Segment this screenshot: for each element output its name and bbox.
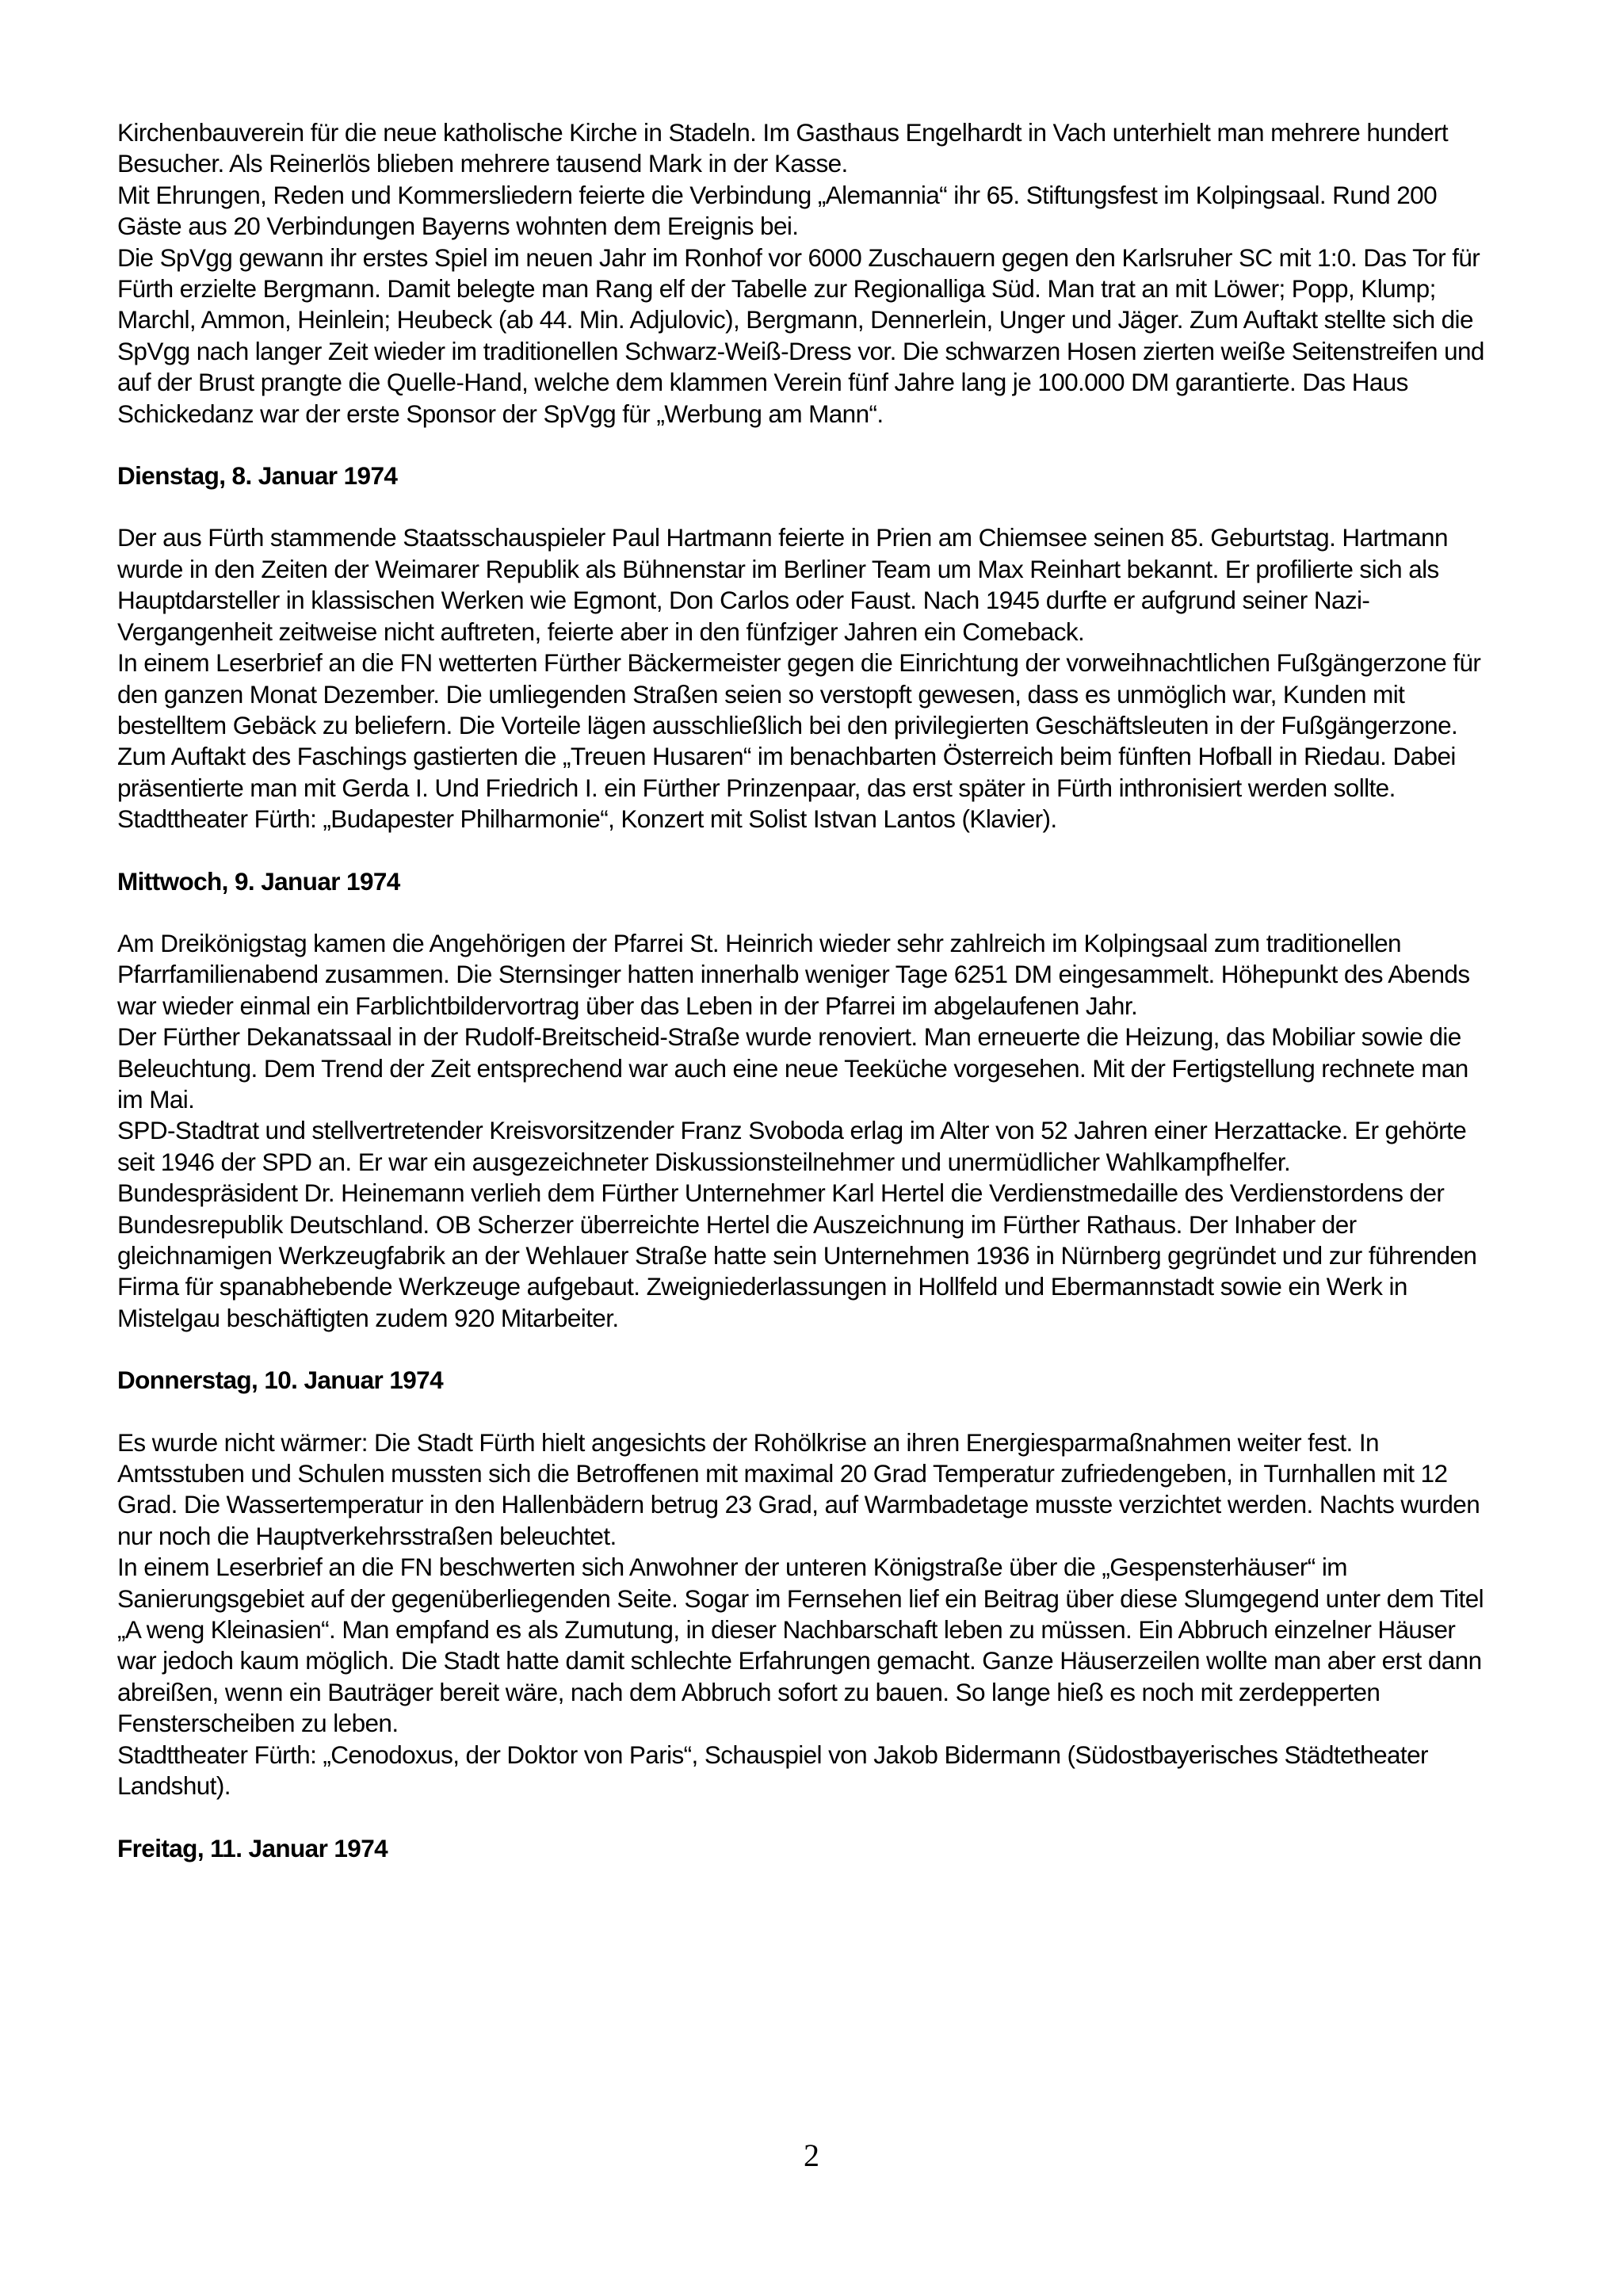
date-heading: Donnerstag, 10. Januar 1974 [117,1366,443,1395]
section-mittwoch [117,866,1496,1335]
paragraph: Stadttheater Fürth: „Cenodoxus, der Doktor von Paris“, Schauspiel von Jakob Bidermann (Südostbayerisches Städtetheater Landshut). [117,1740,1428,1801]
section-freitag [117,1833,1496,1864]
paragraph: Es wurde nicht wärmer: Die Stadt Fürth hielt angesichts der Rohölkrise an ihren Energiesparmaßnahmen weiter fest. In Amtsstuben und Schulen mussten sich die Betroffenen mit maximal 20 Grad Temperatur zufriedengeben, in Turnhallen mit 12 Grad. Die Wassertemperatur in den Hallenbädern betrug 23 Grad, auf Warmbadetage musste verzichtet werden. Nachts wurden nur noch die Hauptverkehrsstraßen beleuchtet. [117,1427,1480,1550]
document-page [117,117,1496,1895]
paragraph: Kirchenbauverein für die neue katholische Kirche in Stadeln. Im Gasthaus Engelhardt in Vach unterhielt man mehrere hundert Besucher. Als Reinerlös blieben mehrere tausend Mark in der Kasse. [117,118,1448,178]
paragraph: Mit Ehrungen, Reden und Kommersliedern feierte die Verbindung „Alemannia“ ihr 65. Stiftungsfest im Kolpingsaal. Rund 200 Gäste aus 20 Verbindungen Bayerns wohnten dem Ereignis bei. [117,180,1437,241]
page-number: 2 [804,2137,819,2173]
paragraph: Der Fürther Dekanatssaal in der Rudolf-Breitscheid-Straße wurde renoviert. Man erneuerte die Heizung, das Mobiliar sowie die Beleuchtung. Dem Trend der Zeit entsprechend war auch eine neue Teeküche vorgesehen. Mit der Fertigstellung rechnete man im Mai. [117,1022,1468,1114]
paragraph: In einem Leserbrief an die FN wetterten Fürther Bäckermeister gegen die Einrichtung der vorweihnachtlichen Fußgängerzone für den ganzen Monat Dezember. Die umliegenden Straßen seien so verstopft gewesen, dass es unmöglich war, Kunden mit bestelltem Gebäck zu beliefern. Die Vorteile lägen ausschließlich bei den privilegierten Geschäftsleuten in der Fußgängerzone. [117,648,1481,739]
date-heading: Freitag, 11. Januar 1974 [117,1833,388,1862]
paragraph: In einem Leserbrief an die FN beschwerten sich Anwohner der unteren Königstraße über die „Gespensterhäuser“ im Sanierungsgebiet auf der gegenüberliegenden Seite. Sogar im Fernsehen lief ein Beitrag über diese Slumgegend unter dem Titel „A weng Kleinasien“. Man empfand es als Zumutung, in dieser Nachbarschaft leben zu müssen. Ein Abbruch einzelner Häuser war jedoch kaum möglich. Die Stadt hatte damit schlechte Erfahrungen gemacht. Ganze Häuserzeilen wollte man aber erst dann abreißen, wenn ein Bauträger bereit wäre, nach dem Abbruch sofort zu bauen. So lange hieß es noch mit zerdepperten Fensterscheiben zu leben. [117,1553,1484,1738]
paragraph: SPD-Stadtrat und stellvertretender Kreisvorsitzender Franz Svoboda erlag im Alter von 52 Jahren einer Herzattacke. Er gehörte seit 1946 der SPD an. Er war ein ausgezeichneter Diskussionsteilnehmer und unermüdlicher Wahlkampfhelfer. [117,1116,1467,1176]
section-donnerstag [117,1365,1496,1801]
intro-block [117,117,1496,430]
paragraph: Bundespräsident Dr. Heinemann verlieh dem Fürther Unternehmer Karl Hertel die Verdienstmedaille des Verdienstordens der Bundesrepublik Deutschland. OB Scherzer überreichte Hertel die Auszeichnung im Fürther Rathaus. Der Inhaber der gleichnamigen Werkzeugfabrik an der Wehlauer Straße hatte sein Unternehmen 1936 in Nürnberg gegründet und zur führenden Firma für spanabhebende Werkzeuge aufgebaut. Zweigniederlassungen in Hollfeld und Ebermannstadt sowie ein Werk in Mistelgau beschäftigten zudem 920 Mitarbeiter. [117,1179,1477,1332]
section-dienstag [117,460,1496,835]
date-heading: Dienstag, 8. Januar 1974 [117,461,398,491]
paragraph: Am Dreikönigstag kamen die Angehörigen der Pfarrei St. Heinrich wieder sehr zahlreich im Kolpingsaal zum traditionellen Pfarrfamilienabend zusammen. Die Sternsinger hatten innerhalb weniger Tage 6251 DM eingesammelt. Höhepunkt des Abends war wieder einmal ein Farblichtbildervortrag über das Leben in der Pfarrei im abgelaufenen Jahr. [117,928,1470,1020]
paragraph: Die SpVgg gewann ihr erstes Spiel im neuen Jahr im Ronhof vor 6000 Zuschauern gegen den Karlsruher SC mit 1:0. Das Tor für Fürth erzielte Bergmann. Damit belegte man Rang elf der Tabelle zur Regionalliga Süd. Man trat an mit Löwer; Popp, Klump; Marchl, Ammon, Heinlein; Heubeck (ab 44. Min. Adjulovic), Bergmann, Dennerlein, Unger und Jäger. Zum Auftakt stellte sich die SpVgg nach langer Zeit wieder im traditionellen Schwarz-Weiß-Dress vor. Die schwarzen Hosen zierten weiße Seitenstreifen und auf der Brust prangte die Quelle-Hand, welche dem klammen Verein fünf Jahre lang je 100.000 DM garantierte. Das Haus Schickedanz war der erste Sponsor der SpVgg für „Werbung am Mann“. [117,243,1484,428]
paragraph: Zum Auftakt des Faschings gastierten die „Treuen Husaren“ im benachbarten Österreich beim fünften Hofball in Riedau. Dabei präsentierte man mit Gerda I. Und Friedrich I. ein Fürther Prinzenpaar, das erst später in Fürth inthronisiert werden sollte. [117,742,1456,802]
date-heading: Mittwoch, 9. Januar 1974 [117,866,400,896]
paragraph: Der aus Fürth stammende Staatsschauspieler Paul Hartmann feierte in Prien am Chiemsee seinen 85. Geburtstag. Hartmann wurde in den Zeiten der Weimarer Republik als Bühnenstar im Berliner Team um Max Reinhart bekannt. Er profilierte sich als Hauptdarsteller in klassischen Werken wie Egmont, Don Carlos oder Faust. Nach 1945 durfte er aufgrund seiner Nazi-Vergangenheit zeitweise nicht auftreten, feierte aber in den fünfziger Jahren ein Comeback. [117,523,1448,646]
paragraph: Stadttheater Fürth: „Budapester Philharmonie“, Konzert mit Solist Istvan Lantos (Klavier). [117,804,1057,834]
